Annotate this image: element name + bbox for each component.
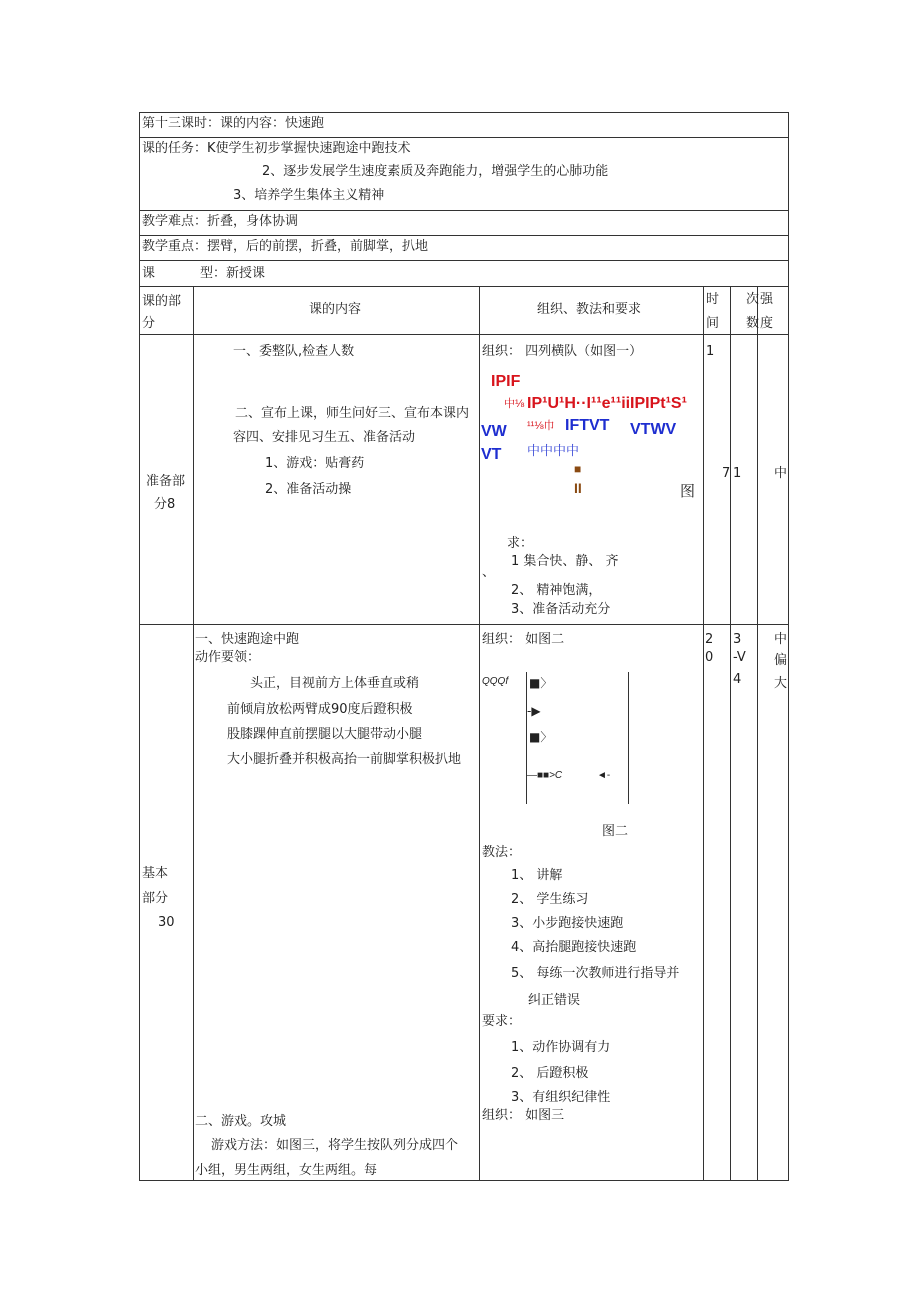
- prep-intensity: 中: [774, 466, 788, 481]
- method-item: 4、高抬腿跑接快速跑: [511, 940, 637, 955]
- basic-req-item: 3、有组织纪律性: [511, 1090, 611, 1105]
- formation-figure-text: IPIF: [491, 373, 521, 390]
- basic-intensity: 偏: [774, 653, 788, 668]
- formation-figure-text: ¹¹⅛巾: [527, 420, 555, 432]
- prep-content: 2、准备活动操: [265, 482, 352, 497]
- formation-figure-text: IPIPt¹S¹: [630, 395, 687, 412]
- task-line: 2、逐步发展学生速度素质及奔跑能力，增强学生的心肺功能: [262, 164, 609, 179]
- basic-time: 2: [705, 632, 714, 647]
- prep-org-title: 组织： 四列横队（如图一）: [482, 344, 643, 359]
- formation-figure-text: VT: [481, 446, 502, 463]
- basic-content-line: 前倾肩放松两臂成90度后蹬积极: [227, 702, 413, 717]
- prep-req-label: 求：: [507, 536, 534, 551]
- prep-count: 1: [733, 466, 742, 481]
- basic-req-item: 2、 后蹬积极: [511, 1066, 589, 1081]
- col-divider: [193, 286, 194, 1180]
- game-method: 小组，男生两组，女生两组。每: [195, 1163, 378, 1178]
- basic-intensity: 中: [774, 632, 788, 647]
- basic-part-label: 30: [158, 915, 175, 930]
- col-divider: [703, 286, 704, 1180]
- prep-req-item: 1 集合快、静、 齐: [511, 554, 619, 569]
- formation-figure-square: ■: [574, 462, 582, 476]
- difficulty-text: 教学难点：折叠，身体协调: [142, 214, 299, 229]
- prep-part-label: 分8: [154, 497, 176, 512]
- col-header-org: 组织、教法和要求: [537, 302, 642, 317]
- figure-label: 图: [680, 482, 696, 500]
- col-header-intensity: 强: [760, 292, 774, 307]
- col-divider: [479, 286, 480, 1180]
- col-divider: [730, 286, 731, 1180]
- formation-figure-text: IP¹U¹H··I¹¹e¹¹ii: [527, 395, 631, 412]
- diagram-arrow: —■■>C: [527, 770, 563, 781]
- method-item: 1、 讲解: [511, 868, 563, 883]
- type-value: 型：新授课: [200, 266, 266, 281]
- row-divider: [139, 624, 789, 625]
- basic-intensity: 大: [774, 676, 788, 691]
- method-label: 教法：: [482, 845, 522, 860]
- row-divider: [139, 235, 789, 236]
- game-title: 二、游戏。攻城: [195, 1114, 287, 1129]
- col-header-intensity: 度: [760, 316, 774, 331]
- basic-org3: 组织： 如图三: [482, 1108, 565, 1123]
- table-bottom-border: [139, 1180, 789, 1181]
- prep-time: 7: [722, 466, 731, 481]
- diagram-arrow: ◄-: [597, 770, 611, 781]
- basic-org-title: 组织： 如图二: [482, 632, 565, 647]
- prep-time: 1: [706, 344, 715, 359]
- basic-content-line: 大小腿折叠并积极高抬一前脚掌积极扒地: [227, 752, 462, 767]
- row-divider: [139, 286, 789, 287]
- table-right-border: [788, 112, 789, 1180]
- col-header-content: 课的内容: [309, 302, 362, 317]
- prep-part-label: 准备部: [146, 474, 186, 489]
- diagram-left-line: [526, 672, 527, 804]
- basic-count: 4: [733, 672, 742, 687]
- prep-req-item: 3、准备活动充分: [511, 602, 611, 617]
- basic-req-label: 要求：: [482, 1014, 522, 1029]
- diagram-arrow: -▶: [527, 704, 541, 718]
- figure2-label: 图二: [602, 824, 629, 839]
- key-points-text: 教学重点：摆臂，后的前摆，折叠，前脚掌，扒地: [142, 239, 429, 254]
- formation-figure-text: VTWV: [630, 421, 677, 438]
- basic-count: 3: [733, 632, 742, 647]
- diagram-marker: ■〉: [529, 730, 553, 744]
- col-header-time: 间: [706, 316, 720, 331]
- col-header-count: 次: [746, 292, 760, 307]
- basic-count: -V: [733, 650, 746, 665]
- diagram-marker: ■〉: [529, 676, 553, 690]
- basic-content-sub: 动作要领：: [195, 650, 261, 665]
- prep-content: 容四、安排见习生五、准备活动: [233, 430, 416, 445]
- prep-content: 二、宣布上课，师生问好三、宣布本课内: [235, 406, 470, 421]
- col-header-part: 课的部: [142, 294, 182, 309]
- prep-req-item: 2、 精神饱满，: [511, 583, 602, 598]
- basic-content-title: 一、快速跑途中跑: [195, 632, 300, 647]
- method-item: 2、 学生练习: [511, 892, 589, 907]
- prep-content: 一、委整队,检查人数: [233, 344, 355, 359]
- row-divider: [139, 334, 789, 335]
- basic-part-label: 基本: [142, 866, 169, 881]
- formation-figure-text: 中中中中: [527, 443, 580, 458]
- col-divider: [757, 286, 758, 1180]
- lesson-title: 第十三课时：课的内容：快速跑: [142, 116, 325, 131]
- table-left-border: [139, 112, 140, 1180]
- basic-time: 0: [705, 650, 714, 665]
- table-top-border: [139, 112, 789, 113]
- task-line: 课的任务：K使学生初步掌握快速跑途中跑技术: [142, 141, 411, 156]
- row-divider: [139, 137, 789, 138]
- task-line: 3、培养学生集体主义精神: [233, 188, 385, 203]
- diagram-label: QQQf: [482, 676, 509, 687]
- type-label: 课: [142, 266, 156, 281]
- formation-figure-text: VW: [481, 423, 507, 440]
- basic-req-item: 1、动作协调有力: [511, 1040, 611, 1055]
- col-header-part: 分: [142, 316, 156, 331]
- col-header-count: 数: [746, 316, 760, 331]
- formation-figure-bar: II: [574, 480, 582, 496]
- row-divider: [139, 210, 789, 211]
- basic-part-label: 部分: [142, 891, 169, 906]
- prep-content: 1、游戏：贴膏药: [265, 456, 365, 471]
- col-header-time: 时: [706, 292, 720, 307]
- game-method: 游戏方法：如图三，将学生按队列分成四个: [211, 1138, 459, 1153]
- basic-content-line: 头正，目视前方上体垂直或稍: [250, 676, 420, 691]
- prep-req-mark: 、: [482, 565, 496, 580]
- basic-content-line: 股膝踝伸直前摆腿以大腿带动小腿: [227, 727, 423, 742]
- method-item: 纠正错误: [528, 993, 581, 1008]
- method-item: 3、小步跑接快速跑: [511, 916, 624, 931]
- diagram-right-line: [628, 672, 629, 804]
- row-divider: [139, 260, 789, 261]
- method-item: 5、 每练一次教师进行指导并: [511, 966, 680, 981]
- formation-figure-text: IFTVT: [565, 417, 610, 434]
- formation-figure-text: 中⅛: [504, 398, 525, 410]
